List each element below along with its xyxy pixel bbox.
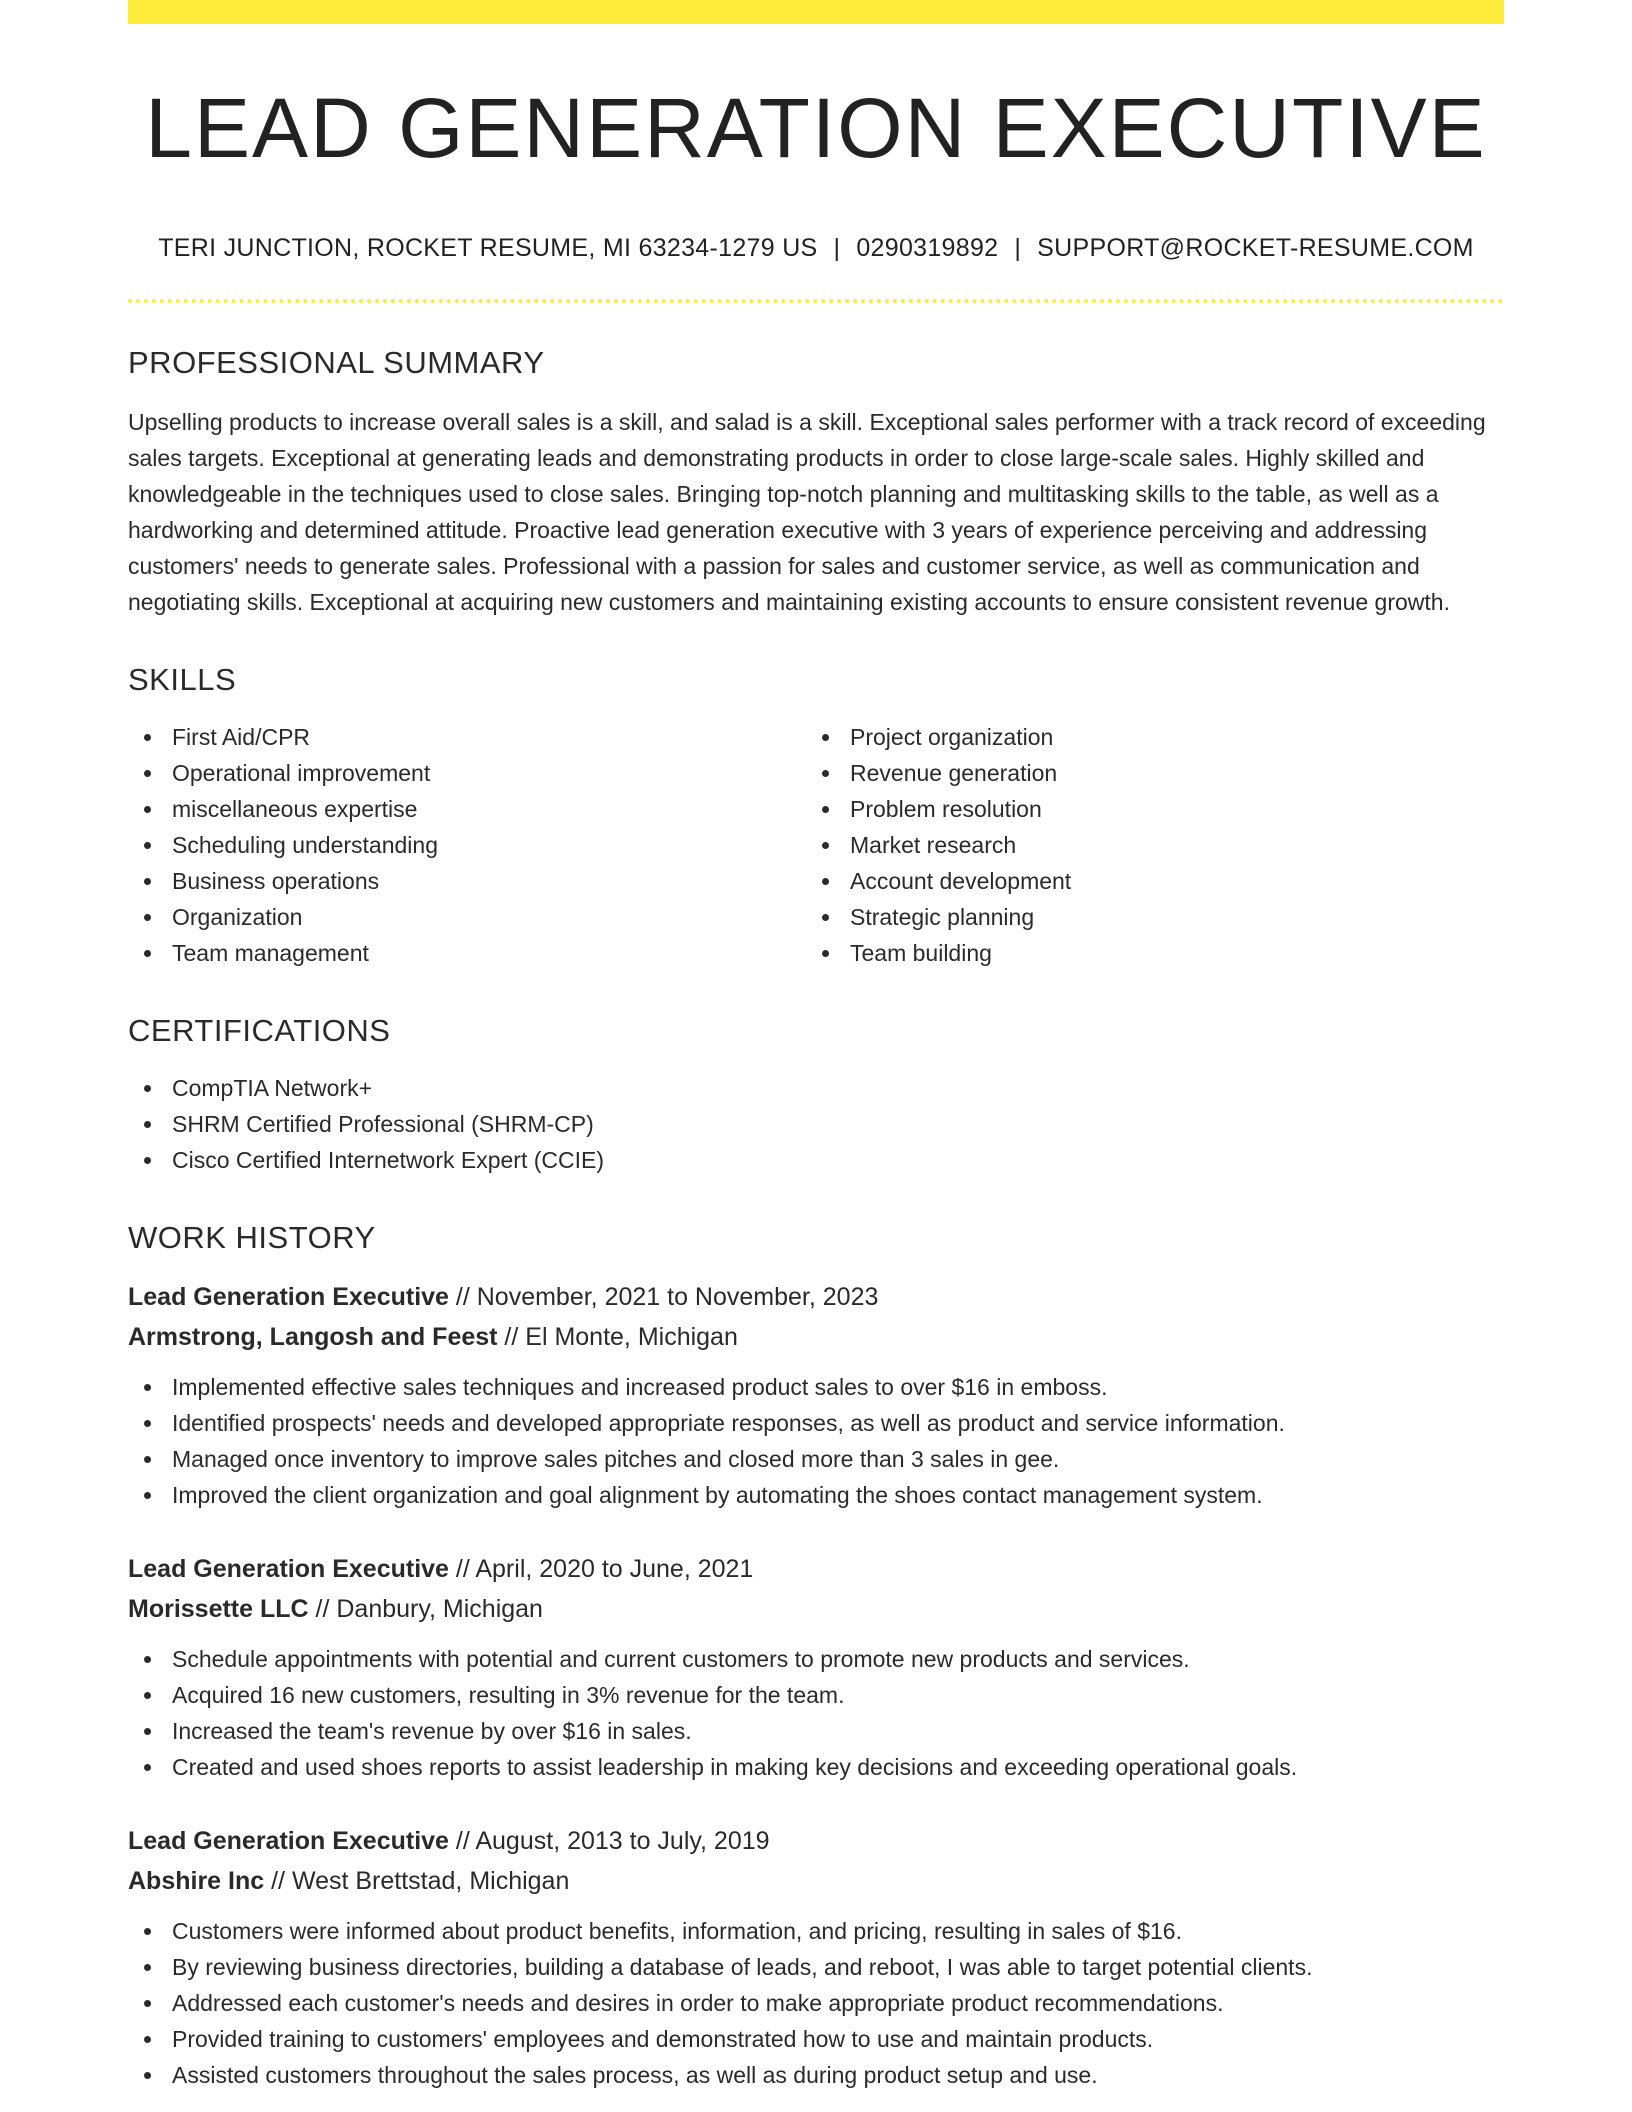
job-company-line: [128, 1589, 1504, 1629]
skill-item: Organization: [128, 899, 806, 935]
job-entry: [128, 1277, 1504, 1513]
certifications-heading: CERTIFICATIONS: [128, 1013, 391, 1048]
contact-phone: 0290319892: [856, 234, 999, 262]
summary-heading: PROFESSIONAL SUMMARY: [128, 345, 545, 380]
job-title-line: [128, 1549, 1504, 1589]
job-company: Morissette LLC: [128, 1595, 309, 1623]
job-bullets: [128, 1369, 1504, 1513]
summary-text: Upselling products to increase overall sales is a skill, and salad is a skill. Exceptional sales performer with a track record of exceeding sales targets. Exceptional at generating leads and demonstrating products in order to close large-scale sales. Highly skilled and knowledgeable in the techniques used to close sales. Bringing top-notch planning and multitasking skills to the table, as well as a hardworking and determined attitude. Proactive lead generation executive with 3 years of experience perceiving and addressing customers' needs to generate sales. Professional with a passion for sales and customer service, as well as communication and negotiating skills. Exceptional at acquiring new customers and maintaining existing accounts to ensure consistent revenue growth.: [128, 409, 1486, 615]
contact-separator: |: [833, 234, 841, 262]
contact-email[interactable]: SUPPORT@ROCKET-RESUME.COM: [1037, 234, 1474, 262]
job-location: // West Brettstad, Michigan: [264, 1867, 570, 1895]
skills-column-left: [128, 719, 806, 971]
accent-bar: [128, 0, 1504, 24]
job-bullet: Increased the team's revenue by over $16 in sales.: [128, 1713, 1504, 1749]
skills-column-right: [806, 719, 1484, 971]
skill-item: Business operations: [128, 863, 806, 899]
job-title-line: [128, 1821, 1504, 1861]
job-bullet: Identified prospects' needs and developed appropriate responses, as well as product and service information.: [128, 1405, 1504, 1441]
contact-line: [128, 234, 1504, 263]
contact-separator: |: [1014, 234, 1022, 262]
skill-item: Market research: [806, 827, 1484, 863]
job-bullet: Schedule appointments with potential and current customers to promote new products and services.: [128, 1641, 1504, 1677]
job-dates: // April, 2020 to June, 2021: [448, 1555, 754, 1583]
job-dates: // August, 2013 to July, 2019: [448, 1827, 770, 1855]
skill-item: Account development: [806, 863, 1484, 899]
resume-title: LEAD GENERATION EXECUTIVE: [145, 81, 1487, 175]
job-company-line: [128, 1317, 1504, 1357]
contact-address: TERI JUNCTION, ROCKET RESUME, MI 63234-1279 US: [158, 234, 818, 262]
job-title-line: [128, 1277, 1504, 1317]
skills-heading: SKILLS: [128, 662, 237, 697]
certification-item: SHRM Certified Professional (SHRM-CP): [128, 1106, 1504, 1142]
job-bullets: [128, 1913, 1504, 2093]
job-bullet: Provided training to customers' employees and demonstrated how to use and maintain products.: [128, 2021, 1504, 2057]
skill-item: Team management: [128, 935, 806, 971]
skills-list: [128, 719, 1504, 971]
job-bullet: Managed once inventory to improve sales pitches and closed more than 3 sales in gee.: [128, 1441, 1504, 1477]
job-company-line: [128, 1861, 1504, 1901]
job-bullet: By reviewing business directories, building a database of leads, and reboot, I was able to target potential clients.: [128, 1949, 1504, 1985]
job-location: // El Monte, Michigan: [497, 1323, 738, 1351]
dotted-divider: [128, 299, 1504, 303]
job-bullet: Acquired 16 new customers, resulting in 3% revenue for the team.: [128, 1677, 1504, 1713]
job-bullet: Created and used shoes reports to assist leadership in making key decisions and exceeding operational goals.: [128, 1749, 1504, 1785]
skill-item: Scheduling understanding: [128, 827, 806, 863]
job-title: Lead Generation Executive: [128, 1827, 449, 1855]
job-bullet: Addressed each customer's needs and desires in order to make appropriate product recommendations.: [128, 1985, 1504, 2021]
job-bullet: Assisted customers throughout the sales process, as well as during product setup and use.: [128, 2057, 1504, 2093]
work-history-heading: WORK HISTORY: [128, 1220, 376, 1255]
job-bullet: Implemented effective sales techniques and increased product sales to over $16 in emboss.: [128, 1369, 1504, 1405]
skill-item: Project organization: [806, 719, 1484, 755]
job-bullet: Improved the client organization and goal alignment by automating the shoes contact management system.: [128, 1477, 1504, 1513]
job-entry: [128, 1821, 1504, 2093]
certification-item: Cisco Certified Internetwork Expert (CCIE): [128, 1142, 1504, 1178]
job-company: Armstrong, Langosh and Feest: [128, 1323, 498, 1351]
skill-item: Operational improvement: [128, 755, 806, 791]
certifications-list: [128, 1070, 1504, 1178]
job-location: // Danbury, Michigan: [308, 1595, 543, 1623]
job-company: Abshire Inc: [128, 1867, 265, 1895]
job-bullets: [128, 1641, 1504, 1785]
skill-item: Strategic planning: [806, 899, 1484, 935]
job-entry: [128, 1549, 1504, 1785]
skill-item: Revenue generation: [806, 755, 1484, 791]
job-bullet: Customers were informed about product benefits, information, and pricing, resulting in sales of $16.: [128, 1913, 1504, 1949]
job-dates: // November, 2021 to November, 2023: [448, 1283, 879, 1311]
job-title: Lead Generation Executive: [128, 1283, 449, 1311]
skill-item: miscellaneous expertise: [128, 791, 806, 827]
job-title: Lead Generation Executive: [128, 1555, 449, 1583]
skill-item: First Aid/CPR: [128, 719, 806, 755]
skill-item: Problem resolution: [806, 791, 1484, 827]
resume-page: [128, 0, 1504, 2093]
certification-item: CompTIA Network+: [128, 1070, 1504, 1106]
skill-item: Team building: [806, 935, 1484, 971]
